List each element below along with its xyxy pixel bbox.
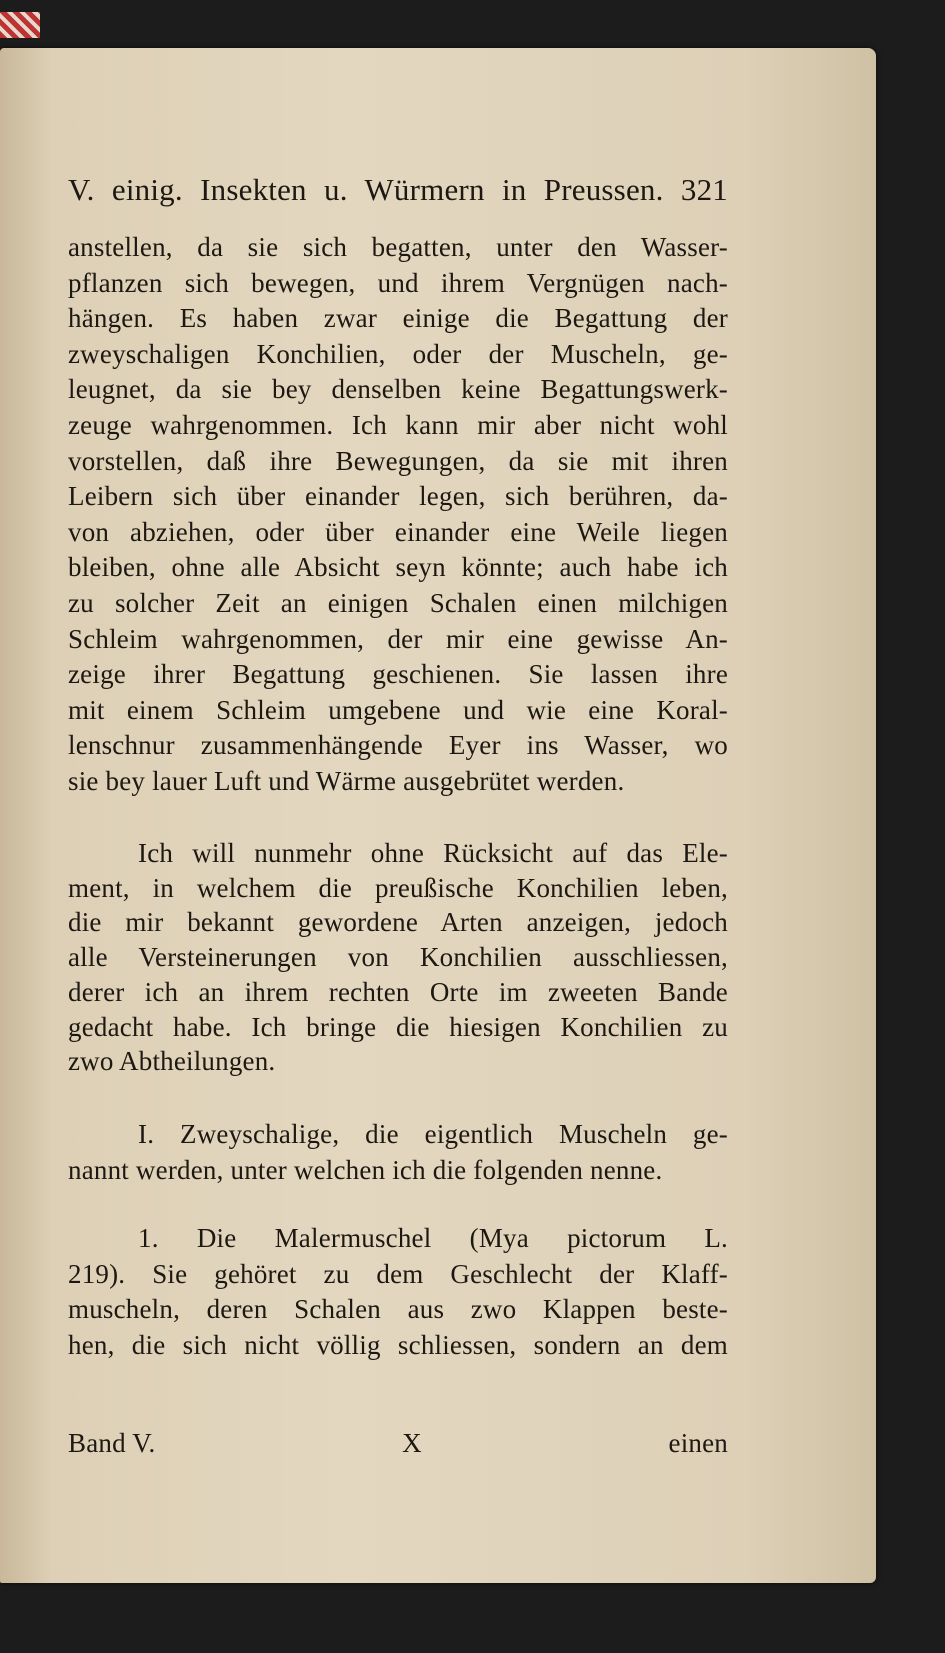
text-line: lenschnur zusammenhängende Eyer ins Wasser, wo <box>68 730 728 761</box>
text-line: alle Versteinerungen von Konchilien ausschliessen, <box>68 942 728 973</box>
text-line: I. Zweyschalige, die eigentlich Muscheln ge- <box>138 1119 728 1149</box>
text-line: nannt werden, unter welchen ich die folgenden nenne. <box>68 1155 663 1185</box>
signature-mark: X <box>402 1428 422 1458</box>
text-line: zeige ihrer Begattung geschienen. Sie lassen ihre <box>68 659 728 690</box>
text-line: Leibern sich über einander legen, sich berühren, da- <box>68 481 728 512</box>
text-line: anstellen, da sie sich begatten, unter den Wasser- <box>68 232 728 262</box>
text-line: pflanzen sich bewegen, und ihrem Vergnügen nach- <box>68 267 728 298</box>
text-line: hängen. Es haben zwar einige die Begattung der <box>68 303 728 334</box>
text-line: Schleim wahrgenommen, der mir eine gewisse An- <box>68 623 728 654</box>
text-line: ment, in welchem die preußische Konchilien leben, <box>68 872 728 903</box>
signature-left: Band V. <box>68 1428 156 1458</box>
text-line: Ich will nunmehr ohne Rücksicht auf das Ele- <box>138 838 728 868</box>
bookmark-ribbon <box>0 12 40 38</box>
text-line: vorstellen, daß ihre Bewegungen, da sie mit ihren <box>68 445 728 476</box>
text-line: zeuge wahrgenommen. Ich kann mir aber nicht wohl <box>68 410 728 440</box>
text-line: zwo Abtheilungen. <box>68 1046 276 1077</box>
text-line: zweyschaligen Konchilien, oder der Muscheln, ge- <box>68 338 728 369</box>
text-line: bleiben, ohne alle Absicht seyn könnte; auch habe ich <box>68 552 728 583</box>
text-line: hen, die sich nicht völlig schliessen, sondern an dem <box>68 1329 728 1360</box>
text-line: sie bey lauer Luft und Wärme ausgebrütet werden. <box>68 766 625 796</box>
text-line: derer ich an ihrem rechten Orte im zweeten Bande <box>68 976 728 1007</box>
text-line: leugnet, da sie bey denselben keine Begattungswerk- <box>68 374 728 405</box>
text-line: zu solcher Zeit an einigen Schalen einen milchigen <box>68 588 728 618</box>
running-header <box>68 172 728 208</box>
text-line: mit einem Schleim umgebene und wie eine Koral- <box>68 694 728 725</box>
text-line: 219). Sie gehöret zu dem Geschlecht der Klaff- <box>68 1258 728 1289</box>
text-line: gedacht habe. Ich bringe die hiesigen Konchilien zu <box>68 1011 728 1042</box>
catchword: einen <box>668 1428 728 1458</box>
page-footer <box>68 1428 728 1459</box>
text-line: 1. Die Malermuschel (Mya pictorum L. <box>138 1223 728 1253</box>
running-title: V. einig. Insekten u. Würmern in Preussen. <box>68 172 664 207</box>
text-line: von abziehen, oder über einander eine Weile liegen <box>68 516 728 547</box>
text-line: muscheln, deren Schalen aus zwo Klappen beste- <box>68 1294 728 1324</box>
page-number: 321 <box>680 172 728 207</box>
text-line: die mir bekannt gewordene Arten anzeigen, jedoch <box>68 907 728 938</box>
